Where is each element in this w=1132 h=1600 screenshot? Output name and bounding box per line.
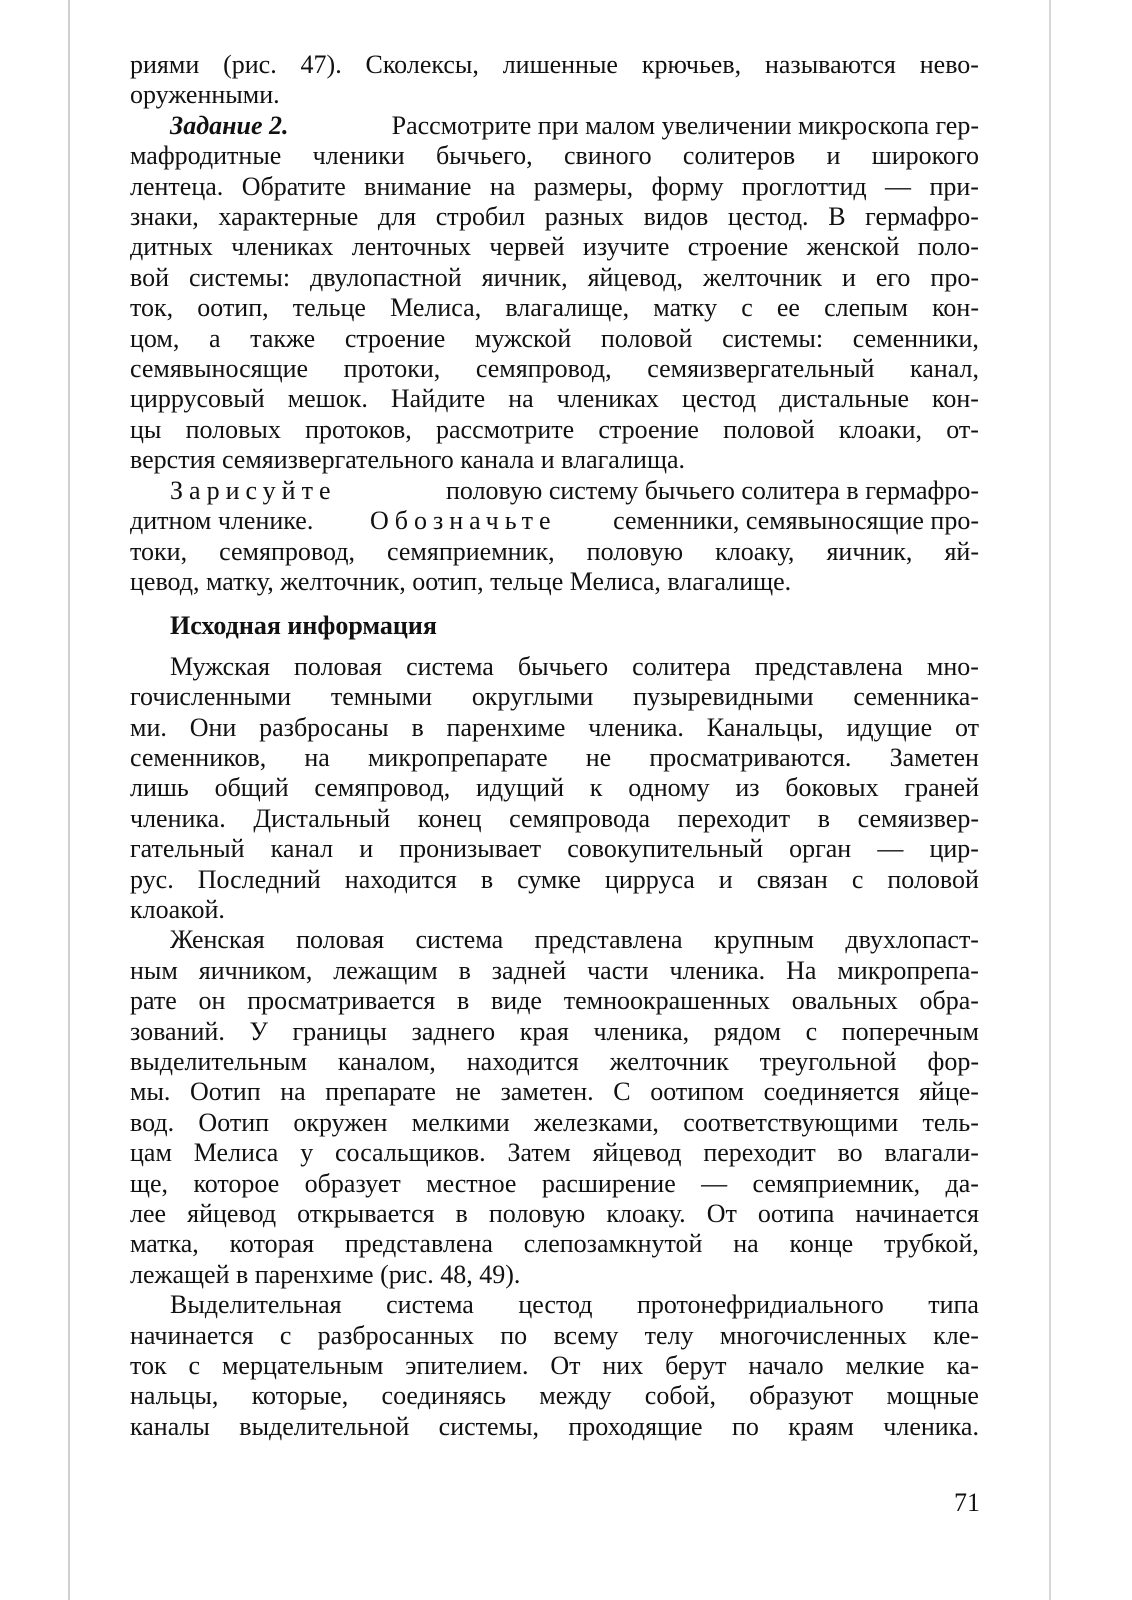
text-line: знаки, характерные для стробил разных видов цестод. В гермафро- — [130, 202, 979, 232]
text-line: мафродитные членики бычьего, свиного солитеров и широкого — [130, 141, 979, 171]
page-right-edge — [1049, 0, 1051, 1600]
text-line: начинается с разбросанных по всему телу многочисленных кле- — [130, 1320, 979, 1350]
text-line: гательный канал и пронизывает совокупительный орган — цир- — [130, 834, 979, 864]
text-line: выделительным каналом, находится желточник треугольной фор- — [130, 1047, 979, 1076]
text-line: лишь общий семяпровод, идущий к одному из боковых граней — [130, 773, 979, 803]
text-line: цевод, матку, желточник, оотип, тельце Мелиса, влагалище. — [130, 566, 792, 596]
text-line: верстия семяизвергательного канала и влагалища. — [130, 445, 686, 475]
text-line: семенников, на микропрепарате не просматриваются. Заметен — [130, 742, 979, 772]
text-line: цам Мелиса у сосальщиков. Затем яйцевод переходит во влагали- — [130, 1138, 979, 1168]
drawing-first-line-text: половую систему бычьего солитера в гермафро- — [446, 475, 979, 505]
text-line: ток, оотип, тельце Мелиса, влагалище, матку с ее слепым кон- — [130, 293, 979, 323]
drawing-line2-start: дитном членике. — [130, 506, 314, 536]
drawing-second-line — [130, 506, 979, 536]
text-line: клоакой. — [130, 894, 225, 924]
text-line: Женская половая система представлена крупным двухлопаст- — [170, 925, 979, 955]
text-line: оруженными. — [130, 80, 280, 110]
task-2-first-line — [130, 111, 979, 141]
task-2-first-line-text: Рассмотрите при малом увеличении микроскопа гер- — [391, 110, 979, 140]
text-line: цом, а также строение мужской половой системы: семенники, — [130, 323, 979, 353]
text-line: ным яичником, лежащим в задней части членика. На микропрепа- — [130, 955, 979, 985]
text-line: рус. Последний находится в сумке цирруса и связан с половой — [130, 864, 979, 894]
verb-draw: Зарисуйте — [170, 475, 337, 505]
text-line: Мужская половая система бычьего солитера представлена мно- — [170, 651, 979, 681]
task-2-label: Задание 2. — [170, 110, 289, 140]
drawing-first-line — [130, 476, 979, 506]
text-line: вой системы: двулопастной яичник, яйцевод, желточник и его про- — [130, 262, 979, 292]
page-number: 71 — [954, 1488, 980, 1517]
text-line: циррусовый мешок. Найдите на члениках цестод дистальные кон- — [130, 384, 979, 414]
text-line: цы половых протоков, рассмотрите строение половой клоаки, от- — [130, 414, 979, 444]
text-line: матка, которая представлена слепозамкнутой на конце трубкой, — [130, 1229, 979, 1259]
text-line: лентеца. Обратите внимание на размеры, форму проглоттид — при- — [130, 171, 979, 201]
text-line: нальцы, которые, соединяясь между собой, образуют мощные — [130, 1381, 979, 1411]
text-line: токи, семяпровод, семяприемник, половую клоаку, яичник, яй- — [130, 536, 979, 566]
text-line: лежащей в паренхиме (рис. 48, 49). — [130, 1259, 521, 1289]
text-line: мы. Оотип на препарате не заметен. С оотипом соединяется яйце- — [130, 1077, 979, 1107]
text-line: ми. Они разбросаны в паренхиме членика. Канальцы, идущие от — [130, 712, 979, 742]
page-left-edge — [68, 0, 70, 1600]
text-line: гочисленными темными округлыми пузыревидными семенника- — [130, 682, 979, 712]
drawing-line2-rest: семенники, семявыносящие про- — [613, 506, 979, 536]
text-line: вод. Оотип окружен мелкими железками, соответствующими тель- — [130, 1107, 979, 1137]
text-line: риями (рис. 47). Сколексы, лишенные крючьев, называются нево- — [130, 50, 979, 79]
text-line: зований. У границы заднего края членика, рядом с поперечным — [130, 1016, 979, 1046]
text-line: семявыносящие протоки, семяпровод, семяизвергательный канал, — [130, 354, 979, 384]
section-spacer — [130, 597, 979, 611]
text-line: Выделительная система цестод протонефридиального типа — [170, 1290, 979, 1320]
text-line: ток с мерцательным эпителием. От них берут начало мелкие ка- — [130, 1351, 979, 1381]
section-heading: Исходная информация — [170, 611, 437, 641]
text-line: членика. Дистальный конец семяпровода переходит в семяизвер- — [130, 803, 979, 833]
page-text — [130, 50, 979, 1442]
text-line: каналы выделительной системы, проходящие по краям членика. — [130, 1411, 979, 1441]
text-line: дитных члениках ленточных червей изучите строение женской поло- — [130, 232, 979, 262]
text-line: ще, которое образует местное расширение — семяприемник, да- — [130, 1168, 979, 1198]
text-line: лее яйцевод открывается в половую клоаку. От оотипа начинается — [130, 1199, 979, 1229]
text-line: рате он просматривается в виде темноокрашенных овальных обра- — [130, 986, 979, 1016]
verb-mark: Обозначьте — [369, 506, 557, 536]
